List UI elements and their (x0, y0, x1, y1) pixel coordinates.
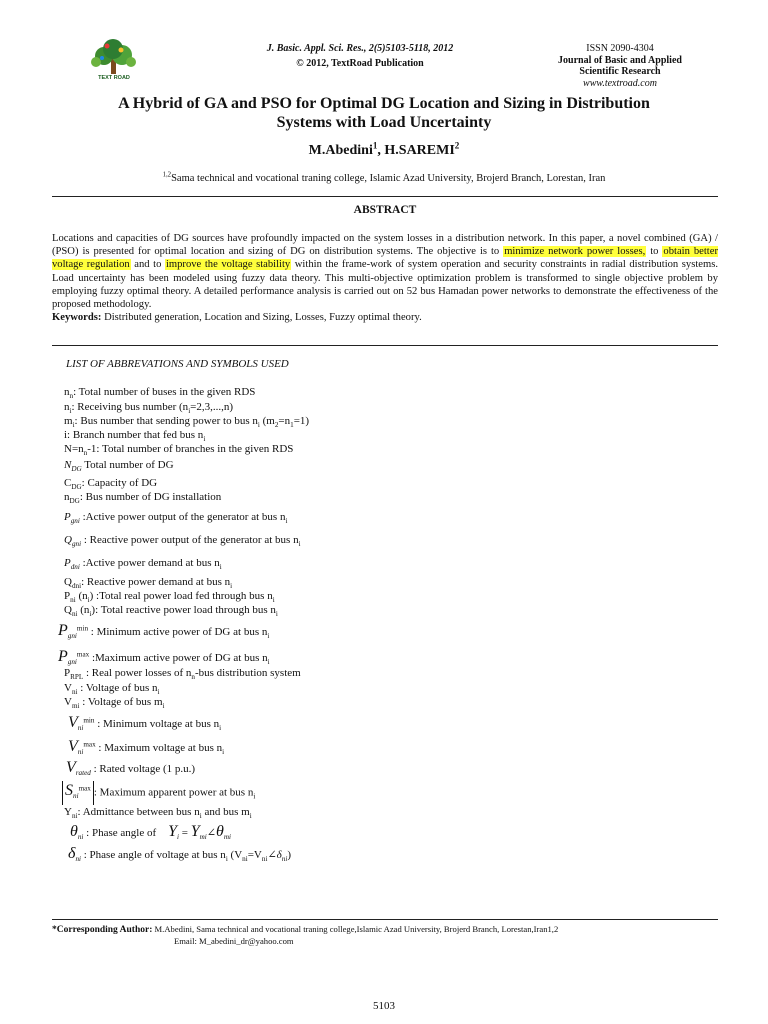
paper-title (40, 94, 728, 132)
symbol-row-19: $V_{mi}$ : Voltage of bus $m_i$ (64, 696, 165, 711)
symbol-row-21: $V_{ni}^{max}$ : Maximum voltage at bus $n_i$ (68, 738, 225, 757)
highlight-1: minimize network power losses, (504, 246, 646, 258)
symbol-row-23: $S_{ni}^{max}$ : Maximum apparent power at bus $n_i$ (62, 781, 255, 805)
abstract-text-3: and to (130, 259, 165, 271)
symbol-row-4: i: Branch number that fed bus $n_i$ (64, 429, 206, 444)
symbol-row-8: $n_{DG}$: Bus number of DG installation (64, 491, 222, 506)
symbol-row-20: $V_{ni}^{min}$ : Minimum voltage at bus $n_i$ (68, 714, 222, 733)
symbol-row-25: $\theta_{ni}$ : Phase angle of $Y_i$ = $Y_{mi}\angle\theta_{mi}$ (70, 823, 232, 842)
abstract-text-1: Locations and capacities of DG sources have profoundly impacted on the system losses in a distribution network. In this paper, a novel combined (GA) / (PSO) is presented for optimal location and sizing of DG on distribution systems. The objective is to (52, 233, 718, 258)
symbol-row-24: $Y_{ni}$: Admittance between bus $n_i$ and bus $m_i$ (64, 806, 252, 821)
affiliation-sup: 1,2 (162, 171, 172, 179)
symbols-heading: LIST OF ABBREVATIONS AND SYMBOLS USED (66, 358, 289, 370)
symbol-row-6: $N_{DG}$ Total number of DG (64, 459, 174, 474)
title-line-2: Systems with Load Uncertainty (276, 114, 492, 131)
symbol-row-12: $Q_{dni}$: Reactive power demand at bus $n_i$ (64, 576, 233, 591)
keywords (52, 311, 718, 324)
abstract-bottom-rule (52, 345, 718, 346)
corresponding-text: M.Abedini, Sama technical and vocational traning college,Islamic Azad University, Brojerd Branch, Lorestan,Iran1,2 (152, 924, 559, 934)
symbol-row-17: $P_{RPL}$ : Real power losses of $n_n$-bus distribution system (64, 667, 301, 682)
symbol-row-1: $n_n$: Total number of buses in the given RDS (64, 386, 256, 401)
highlight-3: improve the voltage stability (165, 259, 291, 271)
highlight-2: obtain better voltage regulation (52, 246, 718, 271)
abstract-heading: ABSTRACT (353, 204, 417, 216)
issn: ISSN 2090-4304 (586, 43, 654, 54)
title-line-1: A Hybrid of GA and PSO for Optimal DG Location and Sizing in Distribution (118, 95, 650, 112)
abstract-text-4: within the frame-work of system operation and security constraints in radial distribution systems. Load uncertainty has been modeled using fuzzy data theory. This multi-objective optimization problem is transformed to single objective problem by employing fuzzy optimal theory. A detailed performance analysis is carried out on 52 bus Hamadan power networks to demonstrate the effectiveness of the proposed methodology. (52, 259, 718, 311)
symbol-row-15: $P_{gni}^{min}$ : Minimum active power of DG at bus $n_i$ (58, 622, 270, 641)
abstract-top-rule (52, 196, 718, 197)
symbol-row-3: $m_i$: Bus number that sending power to bus $n_i$ $(m_2=n_1=1)$ (64, 415, 310, 430)
journal-name: Journal of Basic and Applied (558, 54, 682, 66)
affiliation (40, 173, 728, 184)
logo-label: TEXT ROAD (98, 75, 130, 81)
symbol-row-16: $P_{gni}^{max}$ :Maximum active power of DG at bus $n_i$ (58, 648, 270, 667)
symbol-row-10: $Q_{gni}$ : Reactive power output of the generator at bus $n_i$ (64, 534, 301, 549)
symbol-row-11: $P_{dni}$ :Active power demand at bus $n_i$ (64, 557, 222, 572)
symbol-row-7: $C_{DG}$: Capacity of DG (64, 477, 158, 492)
symbol-row-9: $P_{gni}$ :Active power output of the generator at bus $n_i$ (64, 511, 288, 526)
footnote-rule (52, 919, 718, 920)
abstract-body (52, 232, 718, 324)
symbol-row-26: $\delta_{ni}$ : Phase angle of voltage at bus $n_i$ $(V_{ni}=V_{ni}\angle\delta_{ni})$ (68, 845, 292, 864)
journal-logo (74, 38, 154, 84)
symbol-row-14: $Q_{ni}$ $(n_i)$: Total reactive power load through bus $n_i$ (64, 604, 278, 619)
corresponding-label: *Corresponding Author: (52, 925, 153, 935)
author-1-sup: 1 (372, 140, 378, 151)
journal-name-2: Scientific Research (579, 66, 661, 77)
author-separator: , (377, 143, 385, 158)
authors (40, 140, 728, 159)
website: www.textroad.com (583, 77, 657, 89)
author-1: M.Abedini (308, 143, 373, 158)
corresponding-line (52, 924, 752, 936)
keywords-text: Distributed generation, Location and Sizing, Losses, Fuzzy optimal theory. (101, 312, 422, 324)
author-2-sup: 2 (454, 140, 460, 151)
copyright: © 2012, TextRoad Publication (296, 58, 424, 69)
symbol-row-2: $n_i$: Receiving bus number $(n_i=2,3,...,n)$ (64, 401, 234, 416)
abstract-text-2: to (646, 246, 663, 258)
symbol-row-22: $V_{rated}$ : Rated voltage (1 p.u.) (66, 759, 196, 778)
page-number: 5103 (373, 1000, 395, 1012)
symbol-row-5: $N=n_n-1$: Total number of branches in the given RDS (64, 443, 294, 458)
corresponding-author (52, 924, 752, 947)
symbol-row-18: $V_{ni}$ : Voltage of bus $n_i$ (64, 682, 160, 697)
keywords-label: Keywords: (52, 312, 102, 324)
affiliation-text: Sama technical and vocational traning college, Islamic Azad University, Brojerd Branch, Lorestan, Iran (171, 173, 606, 184)
symbol-row-13: $P_{ni}$ $(n_i)$ :Total real power load fed through bus $n_i$ (64, 590, 275, 605)
corresponding-email: Email: M_abedini_dr@yahoo.com (174, 936, 294, 946)
author-2: H.SAREMI (384, 143, 455, 158)
journal-reference: J. Basic. Appl. Sci. Res., 2(5)5103-5118, 2012 (266, 43, 454, 54)
